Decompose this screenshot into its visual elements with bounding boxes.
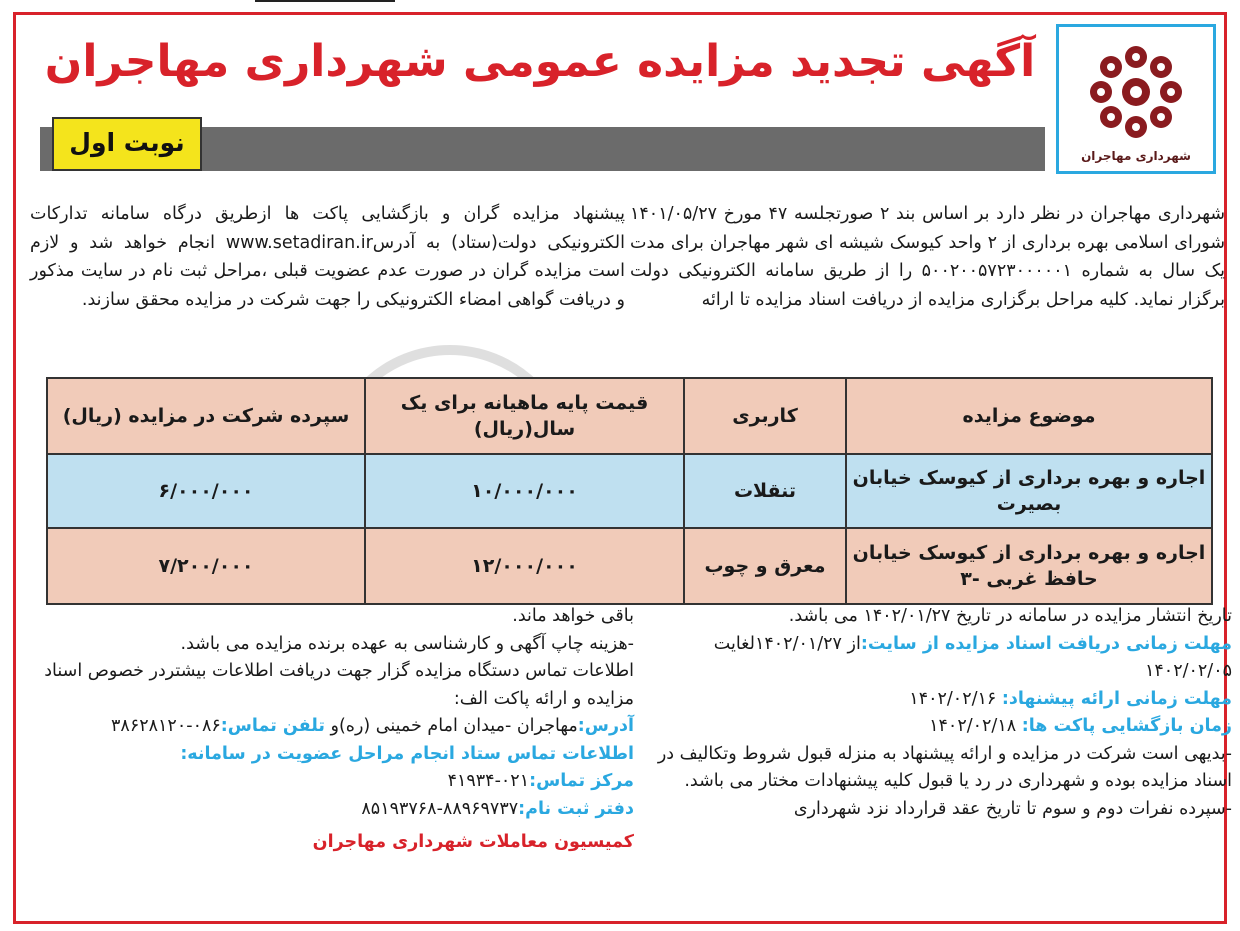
opening-date bbox=[640, 713, 1232, 741]
registry-label: دفتر ثبت نام: bbox=[518, 798, 634, 819]
details-left bbox=[30, 603, 634, 857]
call-center-label: مرکز تماس: bbox=[529, 771, 634, 791]
cell-deposit: ۶/۰۰۰/۰۰۰ bbox=[47, 454, 365, 528]
cell-usage: معرق و چوب bbox=[684, 528, 846, 604]
table-row bbox=[47, 454, 1212, 528]
doc-deadline-label: مهلت زمانی دریافت اسناد مزایده از سایت: bbox=[860, 633, 1232, 654]
header-base-price: قیمت پایه ماهیانه برای یک سال(ریال) bbox=[365, 378, 684, 454]
header-subject: موضوع مزایده bbox=[846, 378, 1212, 454]
round-badge: نوبت اول bbox=[52, 117, 202, 171]
address-value: مهاجران -میدان امام خمینی (ره)و bbox=[324, 716, 578, 736]
cell-base-price: ۱۰/۰۰۰/۰۰۰ bbox=[365, 454, 684, 528]
offer-deadline bbox=[640, 686, 1232, 714]
address-line bbox=[30, 713, 634, 741]
rosette-logo-icon bbox=[1081, 37, 1191, 147]
note-acceptance: -بدیهی است شرکت در مزایده و ارائه پیشنهاد به منزله قبول شروط وتکالیف در اسناد مزایده بوده و شهرداری در رد یا قبول کلیه پیشنهادات مختار می باشد. bbox=[657, 743, 1232, 791]
offer-deadline-label: مهلت زمانی ارائه پیشنهاد: bbox=[1001, 688, 1232, 709]
cell-usage: تنقلات bbox=[684, 454, 846, 528]
doc-deadline bbox=[640, 631, 1232, 686]
opening-label: زمان بازگشایی پاکت ها: bbox=[1021, 716, 1232, 736]
registry-value: ۸۸۹۶۹۷۳۷-۸۵۱۹۳۷۶۸ bbox=[361, 798, 519, 819]
cell-deposit: ۷/۲۰۰/۰۰۰ bbox=[47, 528, 365, 604]
page-title: آگهی تجدید مزایده عمومی شهرداری مهاجران bbox=[44, 36, 1036, 87]
opening-value: ۱۴۰۲/۰۲/۱۸ bbox=[929, 716, 1017, 736]
doc-deadline-value: از ۱۴۰۲/۰۱/۲۷لغایت ۱۴۰۲/۰۲/۰۵ bbox=[713, 633, 1232, 681]
intro-paragraph-left: پیشنهاد مزایده گران و بازگشایی پاکت ها ازطریق درگاه سامانه تدارکات الکترونیکی دولت(ستاد) به آدرسwww.setadiran.ir انجام خواهد شد و لازم است مزایده گران در صورت عدم عضویت قبلی ،مراحل ثبت نام در سایت مذکور و دریافت گواهی امضاء الکترونیکی را جهت شرکت در مزایده محقق سازند. bbox=[30, 204, 625, 310]
cost-note: -هزینه چاپ آگهی و کارشناسی به عهده برنده مزایده می باشد. bbox=[180, 633, 634, 654]
table-row bbox=[47, 528, 1212, 604]
offer-deadline-value: ۱۴۰۲/۰۲/۱۶ bbox=[909, 688, 997, 709]
cell-subject: اجاره و بهره برداری از کیوسک خیابان حافظ غربی -۳ bbox=[846, 528, 1212, 604]
phone-label: تلفن تماس: bbox=[220, 716, 325, 736]
call-center-line bbox=[30, 768, 634, 796]
top-rule bbox=[255, 0, 395, 2]
cell-subject: اجاره و بهره برداری از کیوسک خیابان بصیرت bbox=[846, 454, 1212, 528]
call-center-value: ۰۲۱-۴۱۹۳۴ bbox=[447, 771, 530, 791]
municipality-logo bbox=[1056, 24, 1216, 174]
address-label: آدرس: bbox=[577, 716, 634, 736]
cell-base-price: ۱۲/۰۰۰/۰۰۰ bbox=[365, 528, 684, 604]
publish-date: تاریخ انتشار مزایده در سامانه در تاریخ ۱۴۰۲/۰۱/۲۷ می باشد. bbox=[788, 606, 1232, 626]
setad-contact-heading: اطلاعات تماس ستاد انجام مراحل عضویت در سامانه: bbox=[180, 743, 634, 764]
registry-line bbox=[30, 796, 634, 824]
note-deposit: -سپرده نفرات دوم و سوم تا تاریخ عقد قرارداد نزد شهرداری bbox=[793, 798, 1232, 819]
continuation-text: باقی خواهد ماند. bbox=[512, 606, 634, 626]
header-usage: کاربری bbox=[684, 378, 846, 454]
signature: کمیسیون معاملات شهرداری مهاجران bbox=[312, 832, 634, 852]
phone-value: ۰۸۶-۳۸۶۲۸۱۲۰ bbox=[111, 716, 221, 736]
logo-caption: شهرداری مهاجران bbox=[1081, 149, 1191, 163]
header-deposit: سپرده شرکت در مزایده (ریال) bbox=[47, 378, 365, 454]
contact-info: اطلاعات تماس دستگاه مزایده گزار جهت دریافت اطلاعات بیشتردر خصوص اسناد مزایده و ارائه پاکت الف: bbox=[44, 661, 634, 709]
auction-table bbox=[46, 377, 1213, 605]
table-header-row bbox=[47, 378, 1212, 454]
intro-paragraph-right: شهرداری مهاجران در نظر دارد بر اساس بند ۲ صورتجلسه ۴۷ مورخ ۱۴۰۱/۰۵/۲۷ شورای اسلامی بهره برداری از ۲ واحد کیوسک شیشه ای شهر مهاجران برای مدت یک سال به شماره ۵۰۰۲۰۰۵۷۲۳۰۰۰۰۰۱ را از طریق سامانه الکترونیکی دولت برگزار نماید. کلیه مراحل برگزاری مزایده از دریافت اسناد مزایده تا ارائه bbox=[630, 204, 1226, 310]
details-right bbox=[640, 603, 1232, 823]
